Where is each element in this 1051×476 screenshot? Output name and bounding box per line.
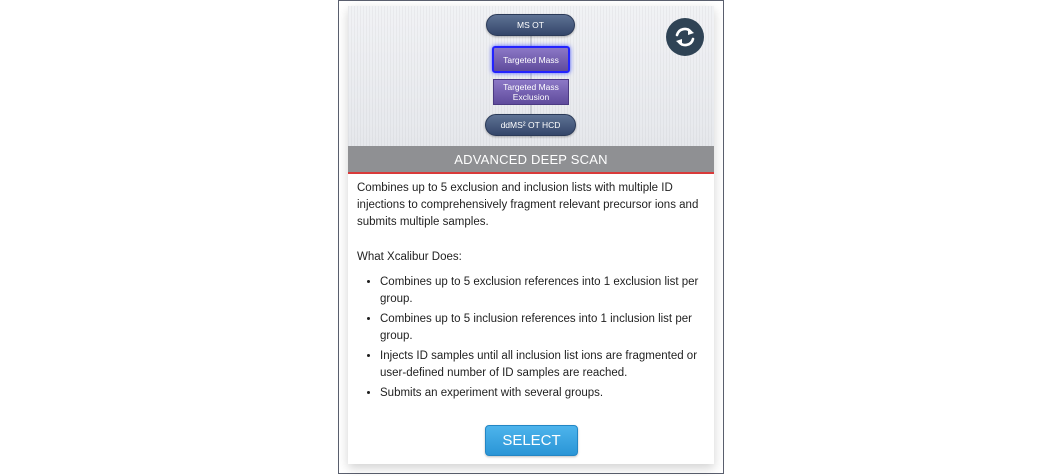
node-label: MS OT <box>517 20 544 30</box>
refresh-icon <box>673 25 697 49</box>
workflow-node-targeted-mass-exclusion[interactable] <box>493 79 569 105</box>
list-item: • Combines up to 5 exclusion references into 1 exclusion list per group. <box>380 274 709 308</box>
refresh-button[interactable] <box>666 18 704 56</box>
what-xcalibur-does-label: What Xcalibur Does: <box>357 251 462 263</box>
list-item: • Combines up to 5 inclusion references into 1 inclusion list per group. <box>380 311 709 345</box>
list-item: • Injects ID samples until all inclusion list ions are fragmented or user-defined number of ID samples are reached. <box>380 348 709 382</box>
node-label: Targeted Mass Exclusion <box>503 82 559 102</box>
node-label: Targeted Mass <box>503 54 559 65</box>
panel-title: ADVANCED DEEP SCAN <box>348 146 714 174</box>
panel-content <box>357 180 709 405</box>
workflow-diagram <box>348 6 714 146</box>
description-text: Combines up to 5 exclusion and inclusion lists with multiple ID injections to comprehensively fragment relevant precursor ions and submits multiple samples. <box>357 182 699 228</box>
node-label: ddMS² OT HCD <box>500 120 561 130</box>
select-button[interactable]: SELECT <box>485 425 578 456</box>
workflow-node-ms-ot[interactable] <box>486 14 575 36</box>
feature-list <box>357 274 709 402</box>
method-template-card <box>348 6 714 464</box>
workflow-node-ddms2-ot-hcd[interactable] <box>485 114 576 136</box>
workflow-node-targeted-mass[interactable] <box>492 46 570 73</box>
list-item: • Submits an experiment with several groups. <box>380 385 709 402</box>
